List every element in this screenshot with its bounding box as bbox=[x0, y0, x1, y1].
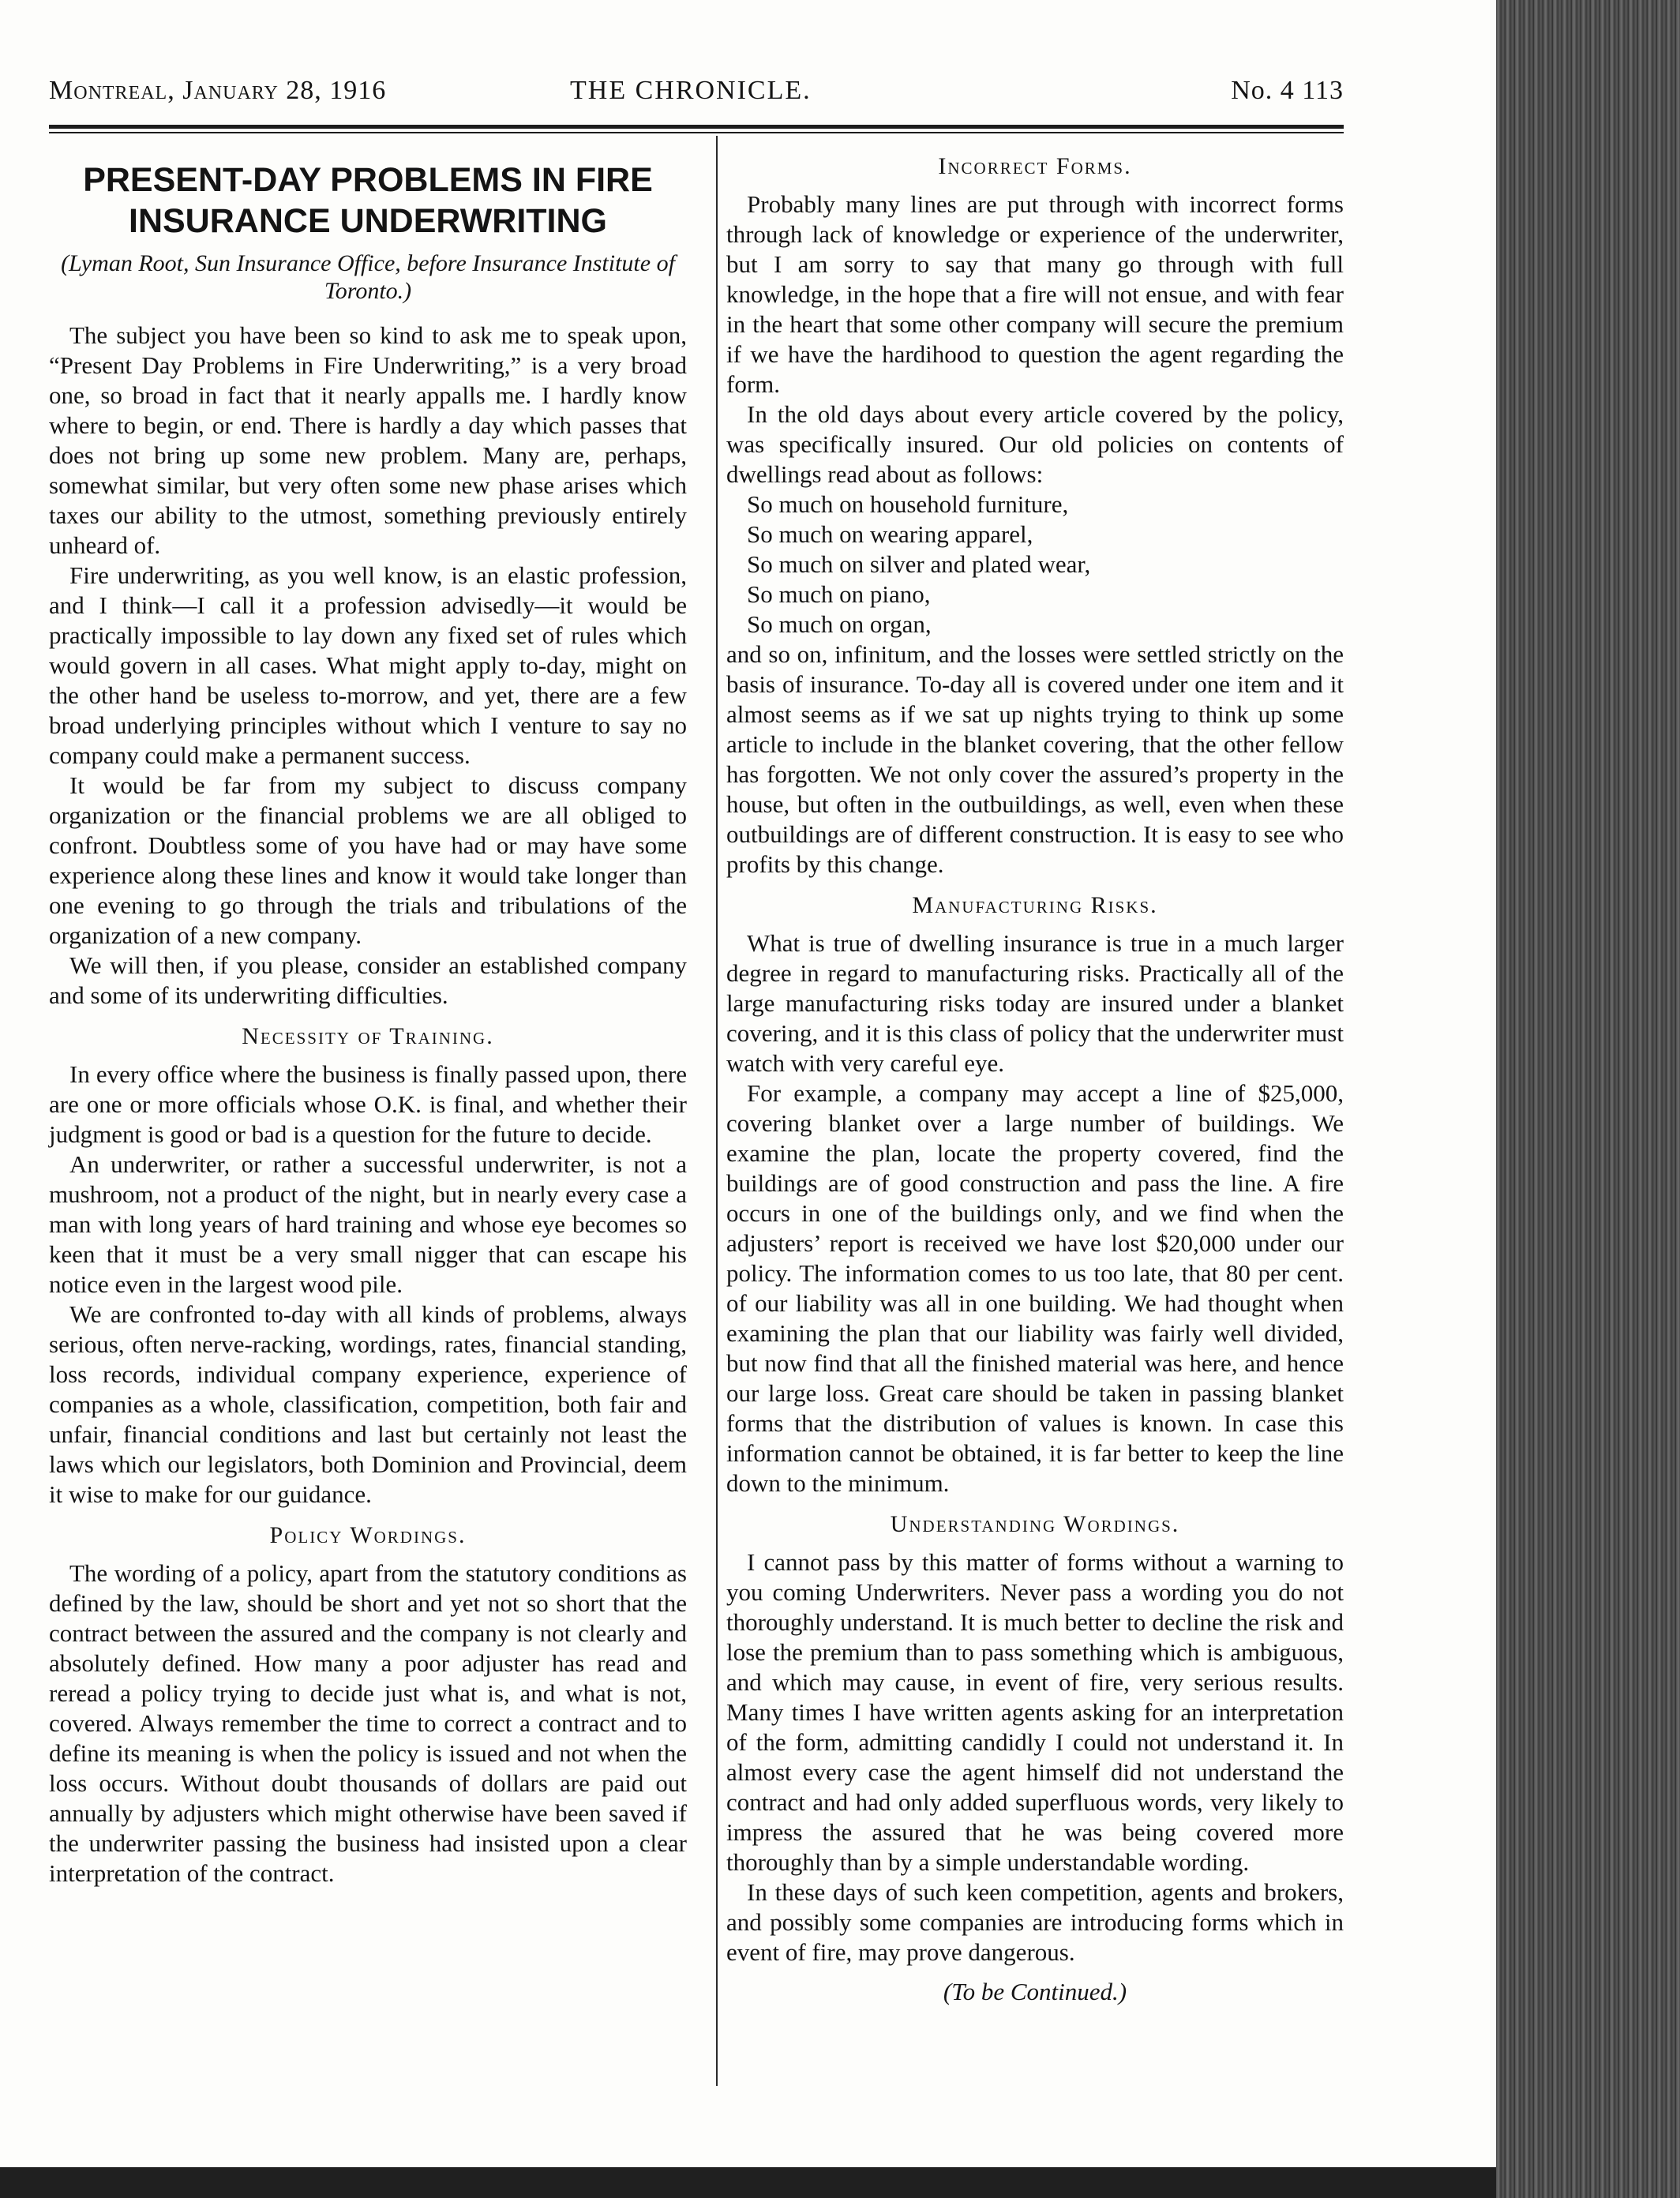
paragraph: For example, a company may accept a line of $25,000, covering blanket over a large number of buildings. We examine the plan, locate the property covered, find the buildings are of good construction and pass the line. A fire occurs in one of the buildings only, and we find when the adjusters’ report is received we have lost $20,000 under our policy. The information comes to us too late, that 80 per cent. of our liability was all in one building. We had thought when examining the plan that our liability was fairly well divided, but now find that all the finished material was here, and hence our large loss. Great care should be taken in passing blanket forms that the distribution of values is known. In case this information cannot be obtained, it is far better to keep the line down to the minimum. bbox=[726, 1079, 1344, 1497]
header-rule-thin bbox=[49, 132, 1344, 133]
paragraph: In these days of such keen competition, agents and brokers, and possibly some companies are introducing forms which in event of fire, may prove dangerous. bbox=[726, 1878, 1344, 1966]
list-item: So much on piano, bbox=[747, 580, 931, 608]
list-item: So much on wearing apparel, bbox=[747, 520, 1033, 548]
issue-page-number: No. 4 113 bbox=[1231, 76, 1344, 105]
article-title: PRESENT-DAY PROBLEMS IN FIRE INSURANCE UNDERWRITING bbox=[83, 161, 653, 240]
paragraph: We will then, if you please, consider an established company and some of its underwriting difficulties. bbox=[49, 951, 687, 1009]
paragraph: What is true of dwelling insurance is true in a much larger degree in regard to manufacturing risks. Practically all of the large manufacturing risks today are insured under a blanket covering, and it is this class of policy that the underwriter must watch with very careful eye. bbox=[726, 929, 1344, 1077]
paragraph: Probably many lines are put through with incorrect forms through lack of knowledge or experience of the underwriter, but I am sorry to say that many go through with full knowledge, in the hope that a fire will not ensue, and with fear in the heart that some other company will secure the premium if we have the hardihood to question the agent regarding the form. bbox=[726, 190, 1344, 398]
paragraph: An underwriter, or rather a successful underwriter, is not a mushroom, not a product of the night, but in nearly every case a man with long years of hard training and whose eye becomes so keen that it must be a very small nigger that can escape his notice even in the largest wood pile. bbox=[49, 1150, 687, 1298]
section-heading: Policy Wordings. bbox=[269, 1522, 467, 1548]
paragraph: We are confronted to-day with all kinds of problems, always serious, often nerve-racking, wordings, rates, financial standing, loss records, individual company experience, experience of companies as a whole, classification, competition, both fair and unfair, financial conditions and last but certainly not least the laws which our legislators, both Dominion and Provincial, deem it wise to make for our guidance. bbox=[49, 1300, 687, 1508]
scan-bottom-edge bbox=[0, 2167, 1496, 2198]
column-divider bbox=[716, 136, 718, 2086]
paragraph: Fire underwriting, as you well know, is an elastic profession, and I think—I call it a profession advisedly—it would be practically impossible to lay down any fixed set of rules which would govern in all cases. What might apply to-day, might on the other hand be useless to-morrow, and yet, there are a few broad underlying principles without which I venture to say no company could make a permanent success. bbox=[49, 561, 687, 769]
dateline: Montreal, January 28, 1916 bbox=[49, 76, 387, 105]
paragraph: The subject you have been so kind to ask me to speak upon, “Present Day Problems in Fire Underwriting,” is a very broad one, so broad in fact that it nearly appalls me. I hardly know where to begin, or end. There is hardly a day which passes that does not bring up some new problem. Many are, perhaps, somewhat similar, but very often some new phase arises which taxes our ability to the utmost, something previously entirely unheard of. bbox=[49, 321, 687, 559]
section-heading: Necessity of Training. bbox=[242, 1023, 494, 1049]
section-heading: Incorrect Forms. bbox=[938, 153, 1132, 179]
paragraph: and so on, infinitum, and the losses were settled strictly on the basis of insurance. To-day all is covered under one item and it almost seems as if we sat up nights trying to think up some article to include in the blanket covering, that the other fellow has forgotten. We not only cover the assured’s property in the house, but often in the outbuildings, as well, even when these outbuildings are of different construction. It is easy to see who profits by this change. bbox=[726, 640, 1344, 878]
right-column bbox=[726, 152, 1344, 2007]
left-column bbox=[49, 152, 687, 1889]
list-item: So much on silver and plated wear, bbox=[747, 550, 1091, 578]
article-byline: (Lyman Root, Sun Insurance Office, before Insurance Institute of Toronto.) bbox=[61, 250, 675, 304]
section-heading: Manufacturing Risks. bbox=[912, 892, 1158, 918]
list-item: So much on household furniture, bbox=[747, 490, 1069, 518]
paragraph: It would be far from my subject to discuss company organization or the financial problems we are all obliged to confront. Doubtless some of you have had or may have some experience along these lines and know it would take longer than one evening to go through the trials and tribulations of the organization of a new company. bbox=[49, 771, 687, 949]
book-page-edges bbox=[1496, 0, 1680, 2198]
continued-note: (To be Continued.) bbox=[943, 1978, 1127, 2005]
paragraph: The wording of a policy, apart from the statutory conditions as defined by the law, should be short and yet not so short that the contract between the assured and the company is not clearly and absolutely defined. How many a poor adjuster has read and reread a policy trying to decide just what is, and what is not, covered. Always remember the time to correct a contract and to define its meaning is when the policy is issued and not when the loss occurs. Without doubt thousands of dollars are paid out annually by adjusters which might otherwise have been saved if the underwriter passing the business had insisted upon a clear interpretation of the contract. bbox=[49, 1559, 687, 1887]
paragraph: In every office where the business is finally passed upon, there are one or more officials whose O.K. is final, and whether their judgment is good or bad is a question for the future to decide. bbox=[49, 1060, 687, 1148]
paragraph: I cannot pass by this matter of forms without a warning to you coming Underwriters. Never pass a wording you do not thoroughly understand. It is much better to decline the risk and lose the premium than to pass something which is ambiguous, and which may cause, in event of fire, very serious results. Many times I have written agents asking for an interpretation of the form, admitting candidly I could not understand it. In almost every case the agent himself did not understand the contract and had only added superfluous words, very likely to impress the assured that he was being covered more thoroughly than by a simple understandable wording. bbox=[726, 1548, 1344, 1876]
section-heading: Understanding Wordings. bbox=[890, 1511, 1180, 1537]
list-item: So much on organ, bbox=[747, 610, 932, 638]
paragraph: In the old days about every article covered by the policy, was specifically insured. Our old policies on contents of dwellings read about as follows: bbox=[726, 400, 1344, 488]
header-rule-thick bbox=[49, 125, 1344, 129]
publication-title: THE CHRONICLE. bbox=[570, 76, 812, 105]
running-head bbox=[49, 76, 1344, 115]
